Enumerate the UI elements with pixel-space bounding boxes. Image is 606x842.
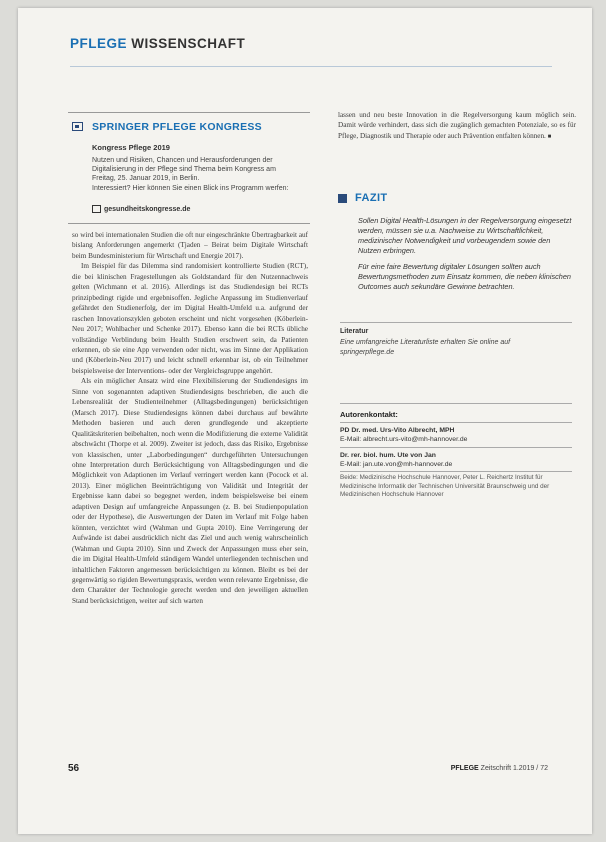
kongress-line: Freitag, 25. Januar 2019, in Berlin.	[92, 175, 200, 183]
fazit-text	[358, 216, 572, 298]
kongress-line: Interessiert? Hier können Sie einen Blick ins Programm werfen:	[92, 184, 289, 192]
header-wissenschaft: WISSENSCHAFT	[131, 36, 246, 51]
kongress-link[interactable]	[92, 205, 190, 213]
kongress-title: SPRINGER PFLEGE KONGRESS	[92, 121, 262, 133]
external-link-icon	[92, 205, 101, 213]
article-end-mark: ■	[547, 133, 552, 140]
journal-name: PFLEGE	[450, 765, 479, 772]
header-divider	[70, 66, 552, 67]
contact-email[interactable]: E-Mail: albrecht.urs-vito@mh-hannover.de	[340, 436, 468, 443]
journal-issue: Zeitschrift 1.2019 / 72	[480, 765, 548, 772]
header-pflege: PFLEGE	[70, 36, 128, 51]
page-number: 56	[68, 763, 80, 774]
body-paragraph: so wird bei internationalen Studien die oft nur eingeschränkte Übertragbarkeit auf bislang Anforderungen angemerkt (Tjaden – Beirat beim Digitale Wirtschaft beim Bundesministerium für Wirtschaft und Energie 2017).	[72, 231, 308, 260]
magazine-page	[18, 8, 592, 834]
journal-footer	[451, 765, 548, 772]
contact-divider-top	[340, 403, 572, 404]
box-bottom-rule	[68, 223, 310, 224]
contact-divider	[340, 471, 572, 472]
author-affiliation: Beide: Medizinische Hochschule Hannover, Peter L. Reichertz Institut für Medizinische Informatik der Technischen Universität Braunschweig und der Medizinischen Hochschule Hannover	[340, 474, 550, 498]
fazit-paragraph: Sollen Digital Health-Lösungen in der Regelversorgung eingesetzt werden, müssen sie u.a. Nachweise zu Wirtschaftlichkeit, medizinischer Notwendigkeit und vorbeugendem sowie den Nutzen erbringen.	[358, 216, 572, 255]
box-top-rule	[68, 112, 310, 113]
body-paragraph: lassen und neu beste Innovation in die Regelversorgung kaum möglich sein. Damit würde verhindert, dass sich die zugänglich gemachten Potenziale, so es für Pflege, Diagnostik und Therapie oder auch Prävention entfalten können.	[338, 111, 576, 140]
kongress-line: Nutzen und Risiken, Chancen und Herausforderungen der	[92, 157, 273, 164]
kongress-link-text[interactable]: gesundheitskongresse.de	[104, 205, 191, 213]
kongress-text	[92, 156, 302, 193]
section-header	[70, 36, 245, 51]
kongress-subtitle: Kongress Pflege 2019	[92, 143, 170, 152]
contact-name: Dr. rer. biol. hum. Ute von Jan	[340, 452, 436, 459]
contact-divider	[340, 422, 572, 423]
body-column-left	[72, 230, 308, 606]
kongress-box	[68, 112, 310, 216]
calendar-icon	[72, 122, 83, 131]
autorenkontakt-label: Autorenkontakt:	[340, 410, 398, 419]
literatur-text: Eine umfangreiche Literaturliste erhalten Sie online auf springerpflege.de	[340, 339, 511, 356]
contact-divider	[340, 447, 572, 448]
fazit-square-icon	[338, 194, 347, 203]
fazit-title: FAZIT	[355, 192, 388, 204]
contact-name: PD Dr. med. Urs-Vito Albrecht, MPH	[340, 427, 455, 434]
contact-email[interactable]: E-Mail: jan.ute.von@mh-hannover.de	[340, 461, 453, 468]
literatur-divider	[340, 322, 572, 323]
fazit-paragraph: Für eine faire Bewertung digitaler Lösungen sollten auch Bewertungsmethoden zum Einsatz kommen, die neben klinischen Outcomes auch sekundäre Gewinne betrachten.	[358, 262, 571, 291]
literatur-label: Literatur	[340, 328, 369, 335]
body-paragraph: Als ein möglicher Ansatz wird eine Flexibilisierung der Studiendesigns im Sinne von sogenannten adaptiven Studiendesigns beschrieben, die auch die Lebensrealität der Studienteilnehmer (Alltagsbedingungen) berücksichtigen (Marsch 2017). Diese Studiendesigns können dabei durchaus auf bewährte Methoden basieren und auch deren grundlegende und akzeptierte Qualitätskriterien beibehalten, noch wenn die Modifizierung die externe Validität abschwächt (Thorpe et al. 2009). Zweiter ist jedoch, dass das Risiko, Ergebnisse von klassischen, unter „Laborbedingungen“ durchgeführten Untersuchungen ohne Interpretation durch Berücksichtigung von Alltagsbedingungen und die Möglichkeit von Adaptionen im Verlauf verringert werden kann (Pocock et al. 2013). Einer möglichen Beeinträchtigung von Validität und Integrität der Ergebnisse kann dabei so begegnet werden, indem beispielsweise bei einem adaptiven Design auf umfangreiche Anpassungen (z. B. bei Studienpopulation oder der Hypothese), die Auswertungen der Daten im Verlauf mit Folge haben könnten, verzichtet wird (Wahman und Gupta 2010). Eine Verringerung der Aufwände ist dabei ausdrücklich nicht das Ziel und auch wenig wahrscheinlich (Wahman und Gupta 2010). Sinn und Zweck der Anpassungen muss eher sein, die im Digital Health-Umfeld ständigem Wandel unterliegenden technischen und inhaltlichen Faktoren angemessen berücksichtigen zu können. Bleibt es bei der gegenwärtig so rigiden Bewertungspraxis, werden wenn relevante Ergebnisse, die dem Charakter der Technologie gerecht werden und den jeweiligen aktuellen Stand berücksichtigen, weiter auf sich warten	[72, 377, 308, 605]
kongress-line: Digitalisierung in der Pflege sind Thema beim Kongress am	[92, 166, 276, 174]
body-column-right	[338, 110, 576, 142]
body-paragraph: Im Beispiel für das Dilemma sind randomisiert kontrollierte Studien (RCT), die bei klinischen Fragestellungen als Goldstandard für den Nutzennachweis gelten (Wichmann et al. 2016). Allerdings ist das Studiendesign bei RCTs prinzipbedingt rigide und ergebnisoffen. Jegliche Anpassung im Studienverlauf gefährdet den Studienerfolg, der im Digital Health-Umfeld u.a. aufgrund der raschen Innovationszyklen geboten erscheint und nicht vorgesehen (Köberlein-Neu 2017; Wohlbacher und Schenke 2017). Ebenso kann die bei RCTs übliche vollständige Verblindung beim Health Studien erschwert sein, da Patienten erkennen, ob sie eine App verwenden oder nicht, was im Sinne der Applikation und (Köberlein-Neu 2017) und leicht schnell erkennbar ist, ob ein Teilnehmer beispielsweise der Interventions- oder der Vergleichsgruppe angehört.	[72, 262, 308, 375]
